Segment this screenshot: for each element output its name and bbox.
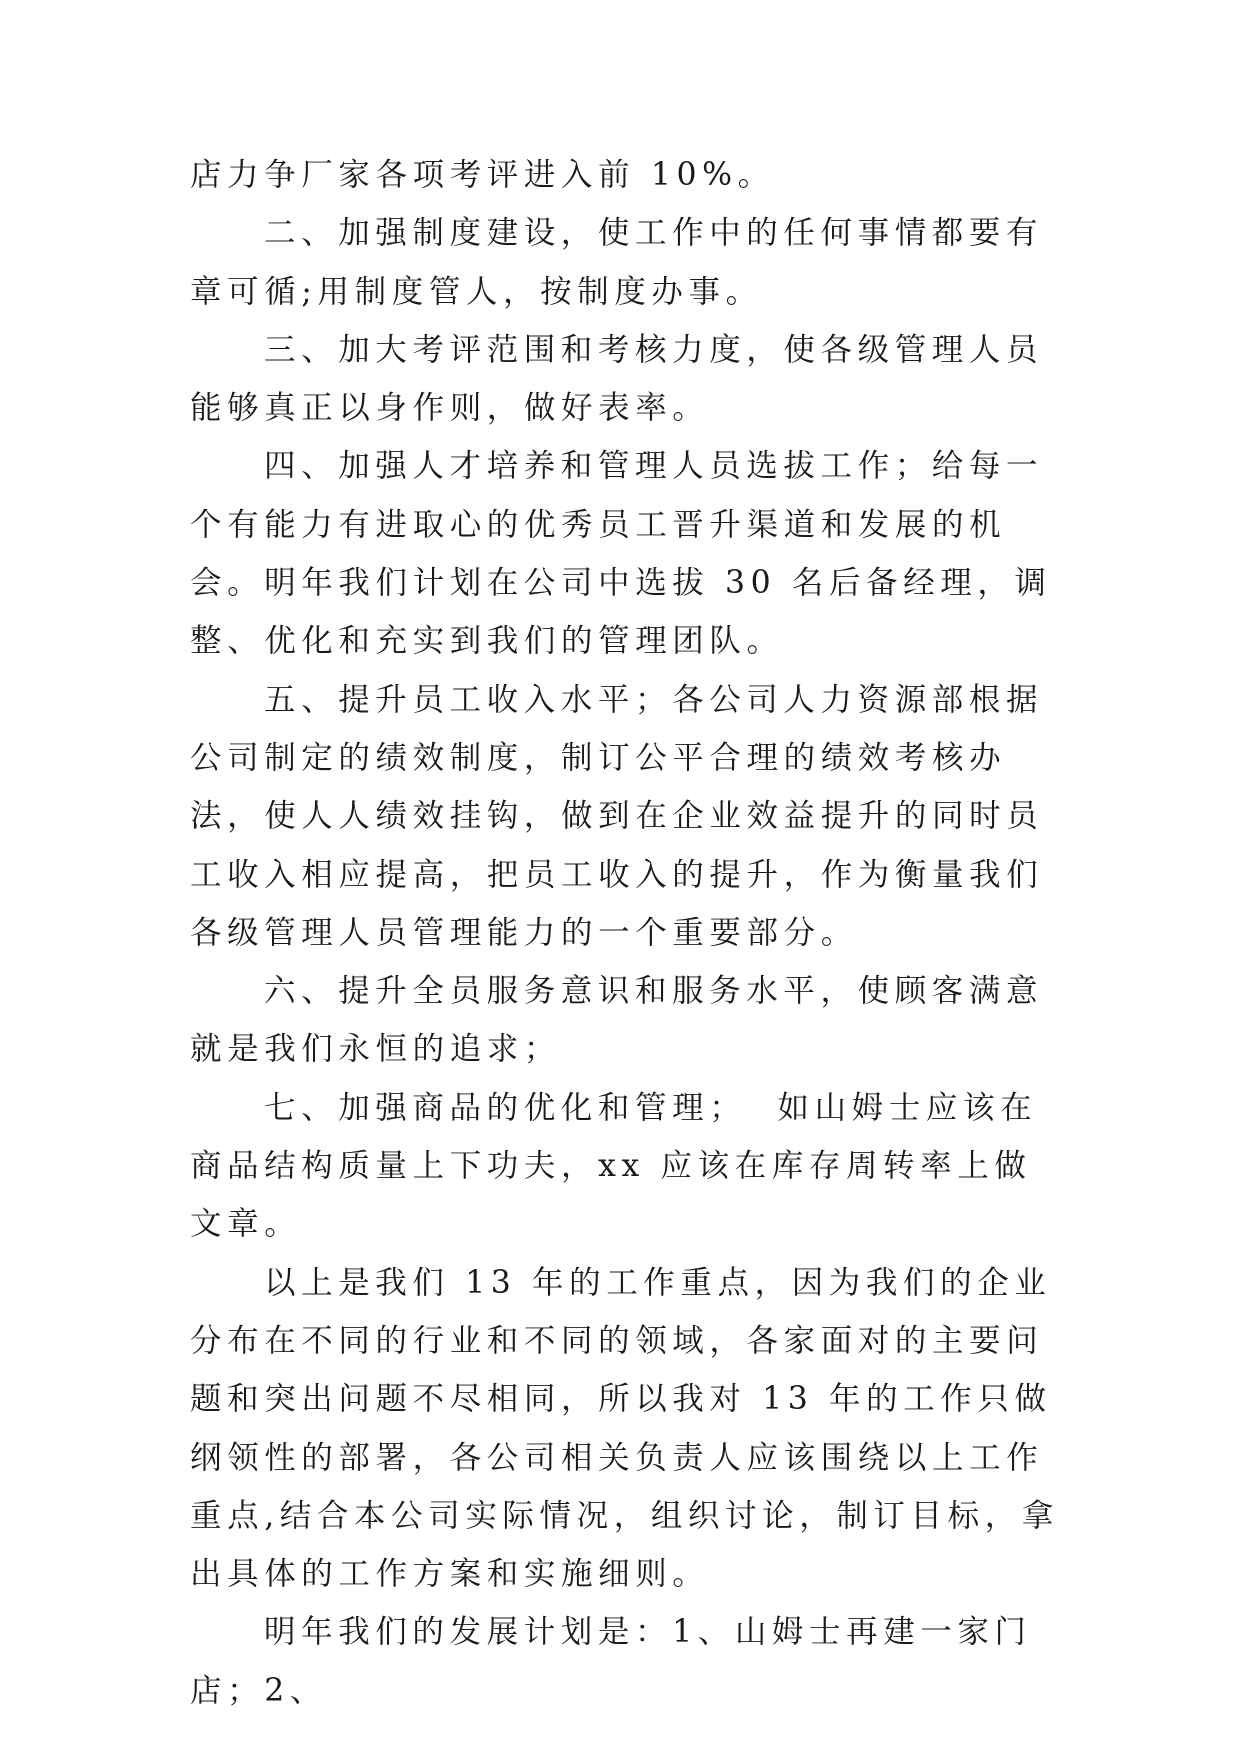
paragraph-item-7: 七、加强商品的优化和管理； 如山姆士应该在商品结构质量上下功夫，xx 应该在库存周转率上做文章。 — [190, 1089, 1038, 1243]
paragraph-development-plan: 明年我们的发展计划是：1、山姆士再建一家门店；2、 — [190, 1614, 1032, 1709]
document-body — [190, 146, 1060, 1720]
paragraph-item-6: 六、提升全员服务意识和服务水平，使顾客满意就是我们永恒的追求； — [190, 973, 1044, 1068]
paragraph-item-4: 四、加强人才培养和管理人员选拔工作；给每一个有能力有进取心的优秀员工晋升渠道和发展的机会。明年我们计划在公司中选拔 30 名后备经理，调整、优化和充实到我们的管理团队。 — [190, 448, 1052, 660]
paragraph-item-3: 三、加大考评范围和考核力度，使各级管理人员能够真正以身作则，做好表率。 — [190, 331, 1044, 427]
paragraph-summary: 以上是我们 13 年的工作重点，因为我们的企业分布在不同的行业和不同的领域，各家面对的主要问题和突出问题不尽相同，所以我对 13 年的工作只做纲领性的部署，各公司相关负责人应该围绕以上工作重点,结合本公司实际情况，组织讨论，制订目标，拿出具体的工作方案和实施细则。 — [190, 1264, 1059, 1593]
paragraph-item-2: 二、加强制度建设，使工作中的任何事情都要有章可循;用制度管人，按制度办事。 — [190, 215, 1044, 310]
paragraph-item-5: 五、提升员工收入水平；各公司人力资源部根据公司制定的绩效制度，制订公平合理的绩效考核办法，使人人绩效挂钩，做到在企业效益提升的同时员工收入相应提高，把员工收入的提升，作为衡量我们各级管理人员管理能力的一个重要部分。 — [190, 681, 1044, 951]
paragraph-continuation: 店力争厂家各项考评进入前 10%。 — [190, 157, 775, 193]
